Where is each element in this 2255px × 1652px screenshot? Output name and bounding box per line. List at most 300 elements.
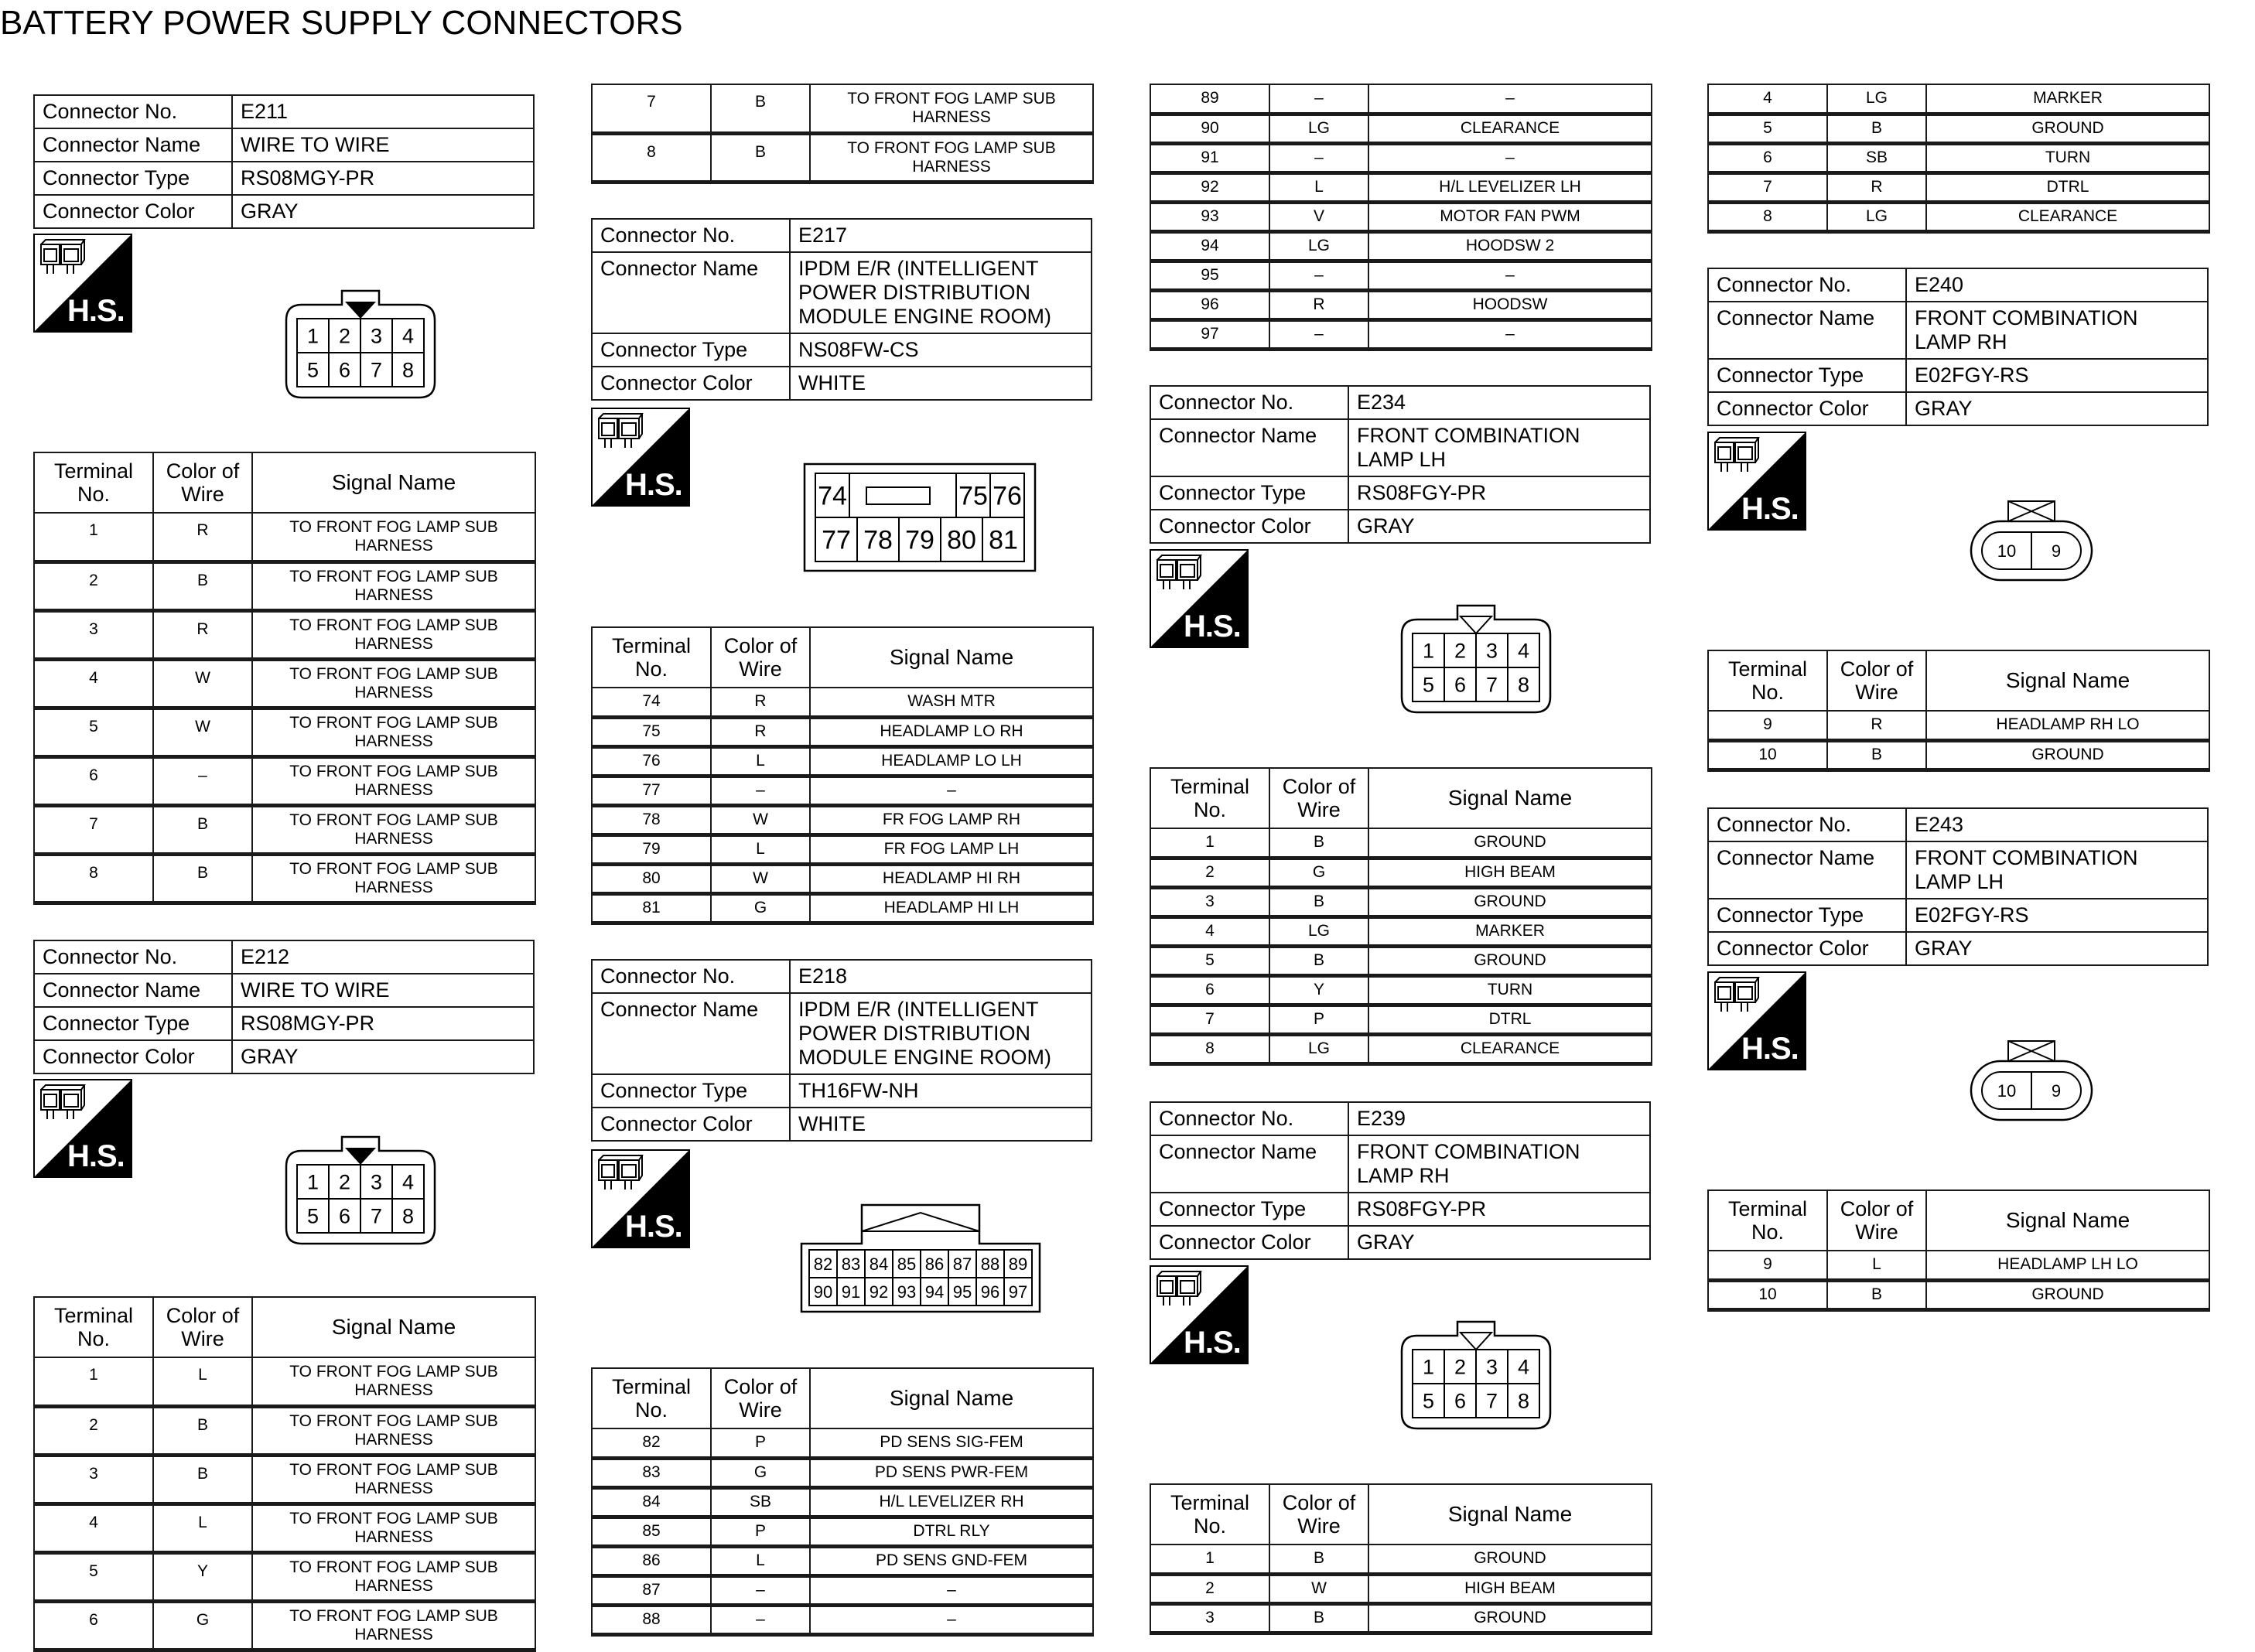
terminal-no-cell: 8 bbox=[592, 133, 711, 182]
table-row bbox=[34, 708, 535, 756]
wire-color-cell: L bbox=[1269, 172, 1368, 202]
table-row bbox=[34, 1357, 535, 1406]
terminal-no-cell: 86 bbox=[592, 1546, 711, 1575]
connector-name-label: Connector Name bbox=[1708, 302, 1906, 359]
terminal-no-cell: 79 bbox=[592, 835, 711, 864]
connector-name-label: Connector Name bbox=[34, 974, 232, 1007]
terminal-no-cell: 78 bbox=[592, 805, 711, 835]
connector-name-label: Connector Name bbox=[592, 993, 790, 1074]
wire-color-cell: LG bbox=[1269, 916, 1368, 946]
connector-e234-terminal-table bbox=[1150, 767, 1652, 1066]
connector-no-label: Connector No. bbox=[1150, 1102, 1348, 1135]
terminal-no-cell: 8 bbox=[1708, 202, 1827, 231]
hs-label: H.S. bbox=[67, 294, 125, 328]
connector-type-label: Connector Type bbox=[34, 162, 232, 195]
connector-name-value: FRONT COMBINATION LAMP LH bbox=[1348, 419, 1650, 476]
signal-name-cell: TO FRONT FOG LAMP SUB HARNESS bbox=[252, 1504, 535, 1552]
connector-e239-face-view bbox=[1400, 1320, 1552, 1430]
connector-e243-terminal-table bbox=[1707, 1190, 2210, 1312]
signal-name-cell: DTRL RLY bbox=[810, 1517, 1093, 1546]
table-row bbox=[592, 84, 1093, 133]
wire-color-cell: L bbox=[711, 746, 810, 776]
terminal-no-cell: 75 bbox=[592, 717, 711, 746]
table-row bbox=[1150, 975, 1652, 1005]
connector-e211-terminal-table bbox=[33, 452, 536, 905]
connector-no-row bbox=[34, 940, 534, 974]
signal-name-cell: PD SENS PWR-FEM bbox=[810, 1458, 1093, 1487]
table-row bbox=[592, 1517, 1093, 1546]
signal-name-cell: – bbox=[810, 1575, 1093, 1605]
pin-number: 86 bbox=[924, 1254, 945, 1274]
harness-side-icon bbox=[1707, 432, 1806, 531]
table-row bbox=[34, 561, 535, 610]
pin-number: 4 bbox=[401, 324, 415, 348]
harness-side-icon bbox=[591, 408, 690, 507]
signal-name-cell: TO FRONT FOG LAMP SUB HARNESS bbox=[252, 1406, 535, 1455]
terminal-no-cell: 7 bbox=[1708, 172, 1827, 202]
terminal-no-cell: 10 bbox=[1708, 740, 1827, 770]
pin-number: 88 bbox=[980, 1254, 1000, 1274]
terminal-no-cell: 90 bbox=[1150, 114, 1269, 143]
terminal-no-cell: 10 bbox=[1708, 1280, 1827, 1309]
wire-color-cell: P bbox=[1269, 1005, 1368, 1034]
connector-e240-face-view bbox=[1970, 500, 2093, 582]
signal-name-cell: TO FRONT FOG LAMP SUB HARNESS bbox=[252, 1455, 535, 1504]
terminal-no-cell: 83 bbox=[592, 1458, 711, 1487]
wire-color-cell: B bbox=[1827, 114, 1926, 143]
table-row bbox=[592, 893, 1093, 923]
signal-name-cell: FR FOG LAMP RH bbox=[810, 805, 1093, 835]
table-header bbox=[1150, 768, 1652, 828]
connector-no-value: E211 bbox=[232, 95, 534, 128]
wire-color-cell: LG bbox=[1827, 84, 1926, 114]
wire-color-cell: W bbox=[153, 659, 252, 708]
pin-number: 1 bbox=[1422, 639, 1435, 663]
connector-color-label: Connector Color bbox=[34, 195, 232, 228]
terminal-no-cell: 1 bbox=[34, 1357, 153, 1406]
pin-number: 96 bbox=[980, 1282, 1000, 1302]
color-of-wire-header: Color of Wire bbox=[1269, 768, 1368, 828]
table-row bbox=[1708, 202, 2209, 231]
table-row bbox=[1708, 114, 2209, 143]
connector-type-row bbox=[34, 1007, 534, 1040]
table-row bbox=[1150, 319, 1652, 349]
connector-type-row bbox=[1150, 1193, 1650, 1226]
table-row bbox=[1150, 858, 1652, 887]
terminal-no-cell: 2 bbox=[1150, 1574, 1269, 1603]
connector-e239-terminal-table bbox=[1150, 1483, 1652, 1635]
connector-e243-face-view bbox=[1970, 1039, 2093, 1121]
terminal-no-cell: 88 bbox=[592, 1605, 711, 1634]
wire-color-cell: – bbox=[1269, 143, 1368, 172]
signal-name-header: Signal Name bbox=[1368, 768, 1652, 828]
wire-color-cell: R bbox=[153, 513, 252, 561]
connector-name-row bbox=[1150, 1135, 1650, 1193]
signal-name-cell: HEADLAMP HI LH bbox=[810, 893, 1093, 923]
terminal-no-cell: 6 bbox=[34, 756, 153, 805]
table-row bbox=[34, 1552, 535, 1601]
wire-color-cell: B bbox=[1269, 946, 1368, 975]
connector-e212-terminal-table bbox=[33, 1296, 536, 1652]
terminal-no-cell: 92 bbox=[1150, 172, 1269, 202]
table-row bbox=[34, 1504, 535, 1552]
pin-number: 93 bbox=[897, 1282, 917, 1302]
table-row bbox=[1150, 290, 1652, 319]
wire-color-cell: B bbox=[1269, 1603, 1368, 1633]
color-of-wire-header: Color of Wire bbox=[153, 452, 252, 513]
pin-number: 4 bbox=[1517, 1355, 1530, 1379]
connector-color-row bbox=[1708, 392, 2208, 425]
pin-number: 85 bbox=[897, 1254, 917, 1274]
connector-e239-terminal-table-cont bbox=[1707, 84, 2210, 234]
wire-color-cell: P bbox=[711, 1517, 810, 1546]
pin-number: 82 bbox=[813, 1254, 833, 1274]
connector-e240-terminal-table bbox=[1707, 650, 2210, 772]
pin-number: 5 bbox=[306, 358, 319, 382]
terminal-no-cell: 8 bbox=[34, 854, 153, 903]
connector-e212-info bbox=[33, 940, 535, 1074]
connector-color-value: GRAY bbox=[1348, 510, 1650, 543]
color-of-wire-header: Color of Wire bbox=[711, 1368, 810, 1428]
signal-name-header: Signal Name bbox=[1926, 650, 2209, 711]
connector-type-label: Connector Type bbox=[592, 1074, 790, 1108]
signal-name-cell: PD SENS SIG-FEM bbox=[810, 1428, 1093, 1458]
wire-color-cell: W bbox=[1269, 1574, 1368, 1603]
signal-name-cell: HEADLAMP LH LO bbox=[1926, 1251, 2209, 1280]
connector-type-row bbox=[34, 162, 534, 195]
signal-name-cell: TO FRONT FOG LAMP SUB HARNESS bbox=[252, 756, 535, 805]
connector-e218-info bbox=[591, 959, 1092, 1142]
terminal-no-cell: 4 bbox=[1150, 916, 1269, 946]
wire-color-cell: B bbox=[153, 1406, 252, 1455]
connector-no-value: E240 bbox=[1906, 268, 2208, 302]
table-row bbox=[1708, 1251, 2209, 1280]
connector-name-label: Connector Name bbox=[592, 252, 790, 333]
terminal-no-cell: 80 bbox=[592, 864, 711, 893]
connector-name-row bbox=[592, 993, 1092, 1074]
connector-type-value: NS08FW-CS bbox=[790, 333, 1092, 367]
pin-number: 2 bbox=[1454, 1355, 1467, 1379]
table-row bbox=[34, 610, 535, 659]
signal-name-cell: GROUND bbox=[1368, 946, 1652, 975]
pin-number: 84 bbox=[869, 1254, 889, 1274]
signal-name-cell: – bbox=[810, 776, 1093, 805]
table-header bbox=[1150, 1484, 1652, 1544]
connector-type-row bbox=[592, 333, 1092, 367]
wire-color-cell: B bbox=[153, 561, 252, 610]
pin-number: 8 bbox=[401, 358, 415, 382]
color-of-wire-header: Color of Wire bbox=[153, 1297, 252, 1357]
color-of-wire-header: Color of Wire bbox=[1269, 1484, 1368, 1544]
signal-name-cell: GROUND bbox=[1368, 887, 1652, 916]
signal-name-cell: HIGH BEAM bbox=[1368, 1574, 1652, 1603]
terminal-no-cell: 1 bbox=[34, 513, 153, 561]
connector-type-row bbox=[1708, 359, 2208, 392]
pin-number: 6 bbox=[1454, 673, 1467, 697]
table-row bbox=[34, 1406, 535, 1455]
pin-number: 6 bbox=[1454, 1389, 1467, 1413]
terminal-no-cell: 76 bbox=[592, 746, 711, 776]
connector-name-row bbox=[1150, 419, 1650, 476]
connector-no-label: Connector No. bbox=[1708, 268, 1906, 302]
wire-color-cell: LG bbox=[1269, 114, 1368, 143]
wire-color-cell: B bbox=[1827, 740, 1926, 770]
signal-name-cell: PD SENS GND-FEM bbox=[810, 1546, 1093, 1575]
terminal-no-cell: 97 bbox=[1150, 319, 1269, 349]
pin-number: 90 bbox=[813, 1282, 833, 1302]
table-header bbox=[34, 1297, 535, 1357]
pin-number: 6 bbox=[338, 358, 351, 382]
hs-label: H.S. bbox=[1741, 1032, 1799, 1066]
table-row bbox=[1150, 828, 1652, 858]
signal-name-cell: TO FRONT FOG LAMP SUB HARNESS bbox=[252, 1552, 535, 1601]
signal-name-cell: TO FRONT FOG LAMP SUB HARNESS bbox=[252, 805, 535, 854]
pin-number: 83 bbox=[841, 1254, 861, 1274]
table-row bbox=[1708, 1280, 2209, 1309]
connector-e234-info bbox=[1150, 385, 1651, 544]
terminal-no-cell: 5 bbox=[34, 708, 153, 756]
pin-number: 79 bbox=[905, 525, 934, 555]
table-row bbox=[1150, 1034, 1652, 1063]
connector-no-row bbox=[592, 219, 1092, 252]
terminal-no-header: Terminal No. bbox=[1150, 1484, 1269, 1544]
connector-no-value: E217 bbox=[790, 219, 1092, 252]
hs-label: H.S. bbox=[1184, 609, 1241, 643]
signal-name-header: Signal Name bbox=[1368, 1484, 1652, 1544]
wire-color-cell: R bbox=[711, 688, 810, 717]
pin-number: 3 bbox=[370, 324, 383, 348]
connector-name-value: FRONT COMBINATION LAMP RH bbox=[1348, 1135, 1650, 1193]
terminal-no-cell: 85 bbox=[592, 1517, 711, 1546]
wire-color-cell: – bbox=[1269, 319, 1368, 349]
signal-name-cell: MARKER bbox=[1926, 84, 2209, 114]
table-row bbox=[1150, 1544, 1652, 1574]
pin-number: 1 bbox=[306, 324, 319, 348]
terminal-no-cell: 5 bbox=[34, 1552, 153, 1601]
terminal-no-cell: 7 bbox=[34, 805, 153, 854]
pin-number: 78 bbox=[863, 525, 893, 555]
terminal-no-cell: 77 bbox=[592, 776, 711, 805]
connector-color-value: GRAY bbox=[232, 1040, 534, 1073]
wire-color-cell: – bbox=[1269, 84, 1368, 114]
table-row bbox=[1150, 172, 1652, 202]
table-row bbox=[34, 756, 535, 805]
table-row bbox=[592, 688, 1093, 717]
connector-color-value: GRAY bbox=[232, 195, 534, 228]
wire-color-cell: R bbox=[1827, 711, 1926, 740]
terminal-no-cell: 9 bbox=[1708, 1251, 1827, 1280]
pin-number: 76 bbox=[993, 481, 1022, 511]
connector-e218-terminal-table bbox=[591, 1367, 1094, 1637]
pin-number: 74 bbox=[818, 481, 847, 511]
table-row bbox=[592, 1575, 1093, 1605]
connector-type-value: RS08MGY-PR bbox=[232, 1007, 534, 1040]
terminal-no-cell: 2 bbox=[34, 1406, 153, 1455]
pin-number: 3 bbox=[370, 1170, 383, 1194]
table-row bbox=[592, 1605, 1093, 1634]
table-row bbox=[1708, 143, 2209, 172]
connector-no-value: E234 bbox=[1348, 386, 1650, 419]
signal-name-header: Signal Name bbox=[810, 1368, 1093, 1428]
hs-label: H.S. bbox=[1184, 1326, 1241, 1360]
connector-type-label: Connector Type bbox=[34, 1007, 232, 1040]
pin-number: 81 bbox=[989, 525, 1018, 555]
terminal-no-cell: 6 bbox=[34, 1601, 153, 1650]
pin-number: 4 bbox=[401, 1170, 415, 1194]
connector-name-row bbox=[1708, 302, 2208, 359]
connector-e212-terminal-table-cont bbox=[591, 84, 1094, 184]
connector-color-row bbox=[1150, 1226, 1650, 1259]
connector-color-value: GRAY bbox=[1906, 392, 2208, 425]
signal-name-cell: DTRL bbox=[1926, 172, 2209, 202]
table-row bbox=[1150, 231, 1652, 261]
wire-color-cell: R bbox=[1827, 172, 1926, 202]
wire-color-cell: B bbox=[153, 854, 252, 903]
wire-color-cell: B bbox=[1269, 828, 1368, 858]
signal-name-cell: – bbox=[1368, 84, 1652, 114]
connector-no-label: Connector No. bbox=[1708, 808, 1906, 841]
connector-name-row bbox=[592, 252, 1092, 333]
pin-number: 5 bbox=[1422, 1389, 1435, 1413]
terminal-no-header: Terminal No. bbox=[34, 452, 153, 513]
connector-color-row bbox=[1708, 932, 2208, 965]
pin-number: 3 bbox=[1485, 1355, 1498, 1379]
wire-color-cell: G bbox=[711, 1458, 810, 1487]
wire-color-cell: B bbox=[1269, 1544, 1368, 1574]
connector-color-label: Connector Color bbox=[592, 1108, 790, 1141]
table-row bbox=[34, 659, 535, 708]
connector-color-label: Connector Color bbox=[1708, 392, 1906, 425]
pin-number: 94 bbox=[924, 1282, 945, 1302]
pin-number: 1 bbox=[1422, 1355, 1435, 1379]
table-header bbox=[592, 627, 1093, 688]
connector-name-value: WIRE TO WIRE bbox=[232, 128, 534, 162]
terminal-no-cell: 5 bbox=[1708, 114, 1827, 143]
table-row bbox=[1150, 261, 1652, 290]
connector-no-label: Connector No. bbox=[1150, 386, 1348, 419]
wire-color-cell: B bbox=[153, 805, 252, 854]
connector-type-row bbox=[592, 1074, 1092, 1108]
signal-name-header: Signal Name bbox=[1926, 1190, 2209, 1251]
terminal-no-cell: 3 bbox=[1150, 887, 1269, 916]
connector-type-value: TH16FW-NH bbox=[790, 1074, 1092, 1108]
signal-name-cell: TO FRONT FOG LAMP SUB HARNESS bbox=[252, 1357, 535, 1406]
table-row bbox=[1150, 916, 1652, 946]
connector-e217-face-view bbox=[803, 462, 1037, 572]
terminal-no-cell: 96 bbox=[1150, 290, 1269, 319]
terminal-no-cell: 3 bbox=[1150, 1603, 1269, 1633]
signal-name-cell: TO FRONT FOG LAMP SUB HARNESS bbox=[252, 659, 535, 708]
connector-type-label: Connector Type bbox=[1708, 359, 1906, 392]
connector-color-label: Connector Color bbox=[1708, 932, 1906, 965]
table-row bbox=[1150, 202, 1652, 231]
terminal-no-cell: 6 bbox=[1708, 143, 1827, 172]
connector-e211-face-view bbox=[285, 289, 436, 399]
signal-name-cell: HEADLAMP LO RH bbox=[810, 717, 1093, 746]
wire-color-cell: Y bbox=[153, 1552, 252, 1601]
pin-number: 7 bbox=[1485, 1389, 1498, 1413]
connector-color-label: Connector Color bbox=[34, 1040, 232, 1073]
connector-color-row bbox=[34, 1040, 534, 1073]
signal-name-cell: HEADLAMP RH LO bbox=[1926, 711, 2209, 740]
signal-name-cell: – bbox=[810, 1605, 1093, 1634]
connector-type-label: Connector Type bbox=[1150, 1193, 1348, 1226]
terminal-no-header: Terminal No. bbox=[592, 627, 711, 688]
pin-number: 97 bbox=[1008, 1282, 1028, 1302]
signal-name-header: Signal Name bbox=[252, 452, 535, 513]
pin-number: 3 bbox=[1485, 639, 1498, 663]
connector-no-value: E239 bbox=[1348, 1102, 1650, 1135]
connector-no-row bbox=[1708, 808, 2208, 841]
connector-no-label: Connector No. bbox=[592, 960, 790, 993]
pin-number: 5 bbox=[1422, 673, 1435, 697]
signal-name-cell: HOODSW 2 bbox=[1368, 231, 1652, 261]
pin-number: 2 bbox=[338, 1170, 351, 1194]
connector-color-value: GRAY bbox=[1906, 932, 2208, 965]
signal-name-cell: MARKER bbox=[1368, 916, 1652, 946]
terminal-no-header: Terminal No. bbox=[592, 1368, 711, 1428]
terminal-no-cell: 1 bbox=[1150, 828, 1269, 858]
harness-side-icon bbox=[1707, 971, 1806, 1070]
page-title: BATTERY POWER SUPPLY CONNECTORS bbox=[0, 4, 683, 42]
pin-number: 75 bbox=[958, 481, 988, 511]
signal-name-cell: GROUND bbox=[1926, 740, 2209, 770]
connector-name-value: IPDM E/R (INTELLIGENT POWER DISTRIBUTION MODULE ENGINE ROOM) bbox=[790, 993, 1092, 1074]
connector-e239-info bbox=[1150, 1101, 1651, 1260]
table-row bbox=[34, 1455, 535, 1504]
terminal-no-cell: 4 bbox=[1708, 84, 1827, 114]
pin-number: 87 bbox=[952, 1254, 972, 1274]
terminal-no-cell: 91 bbox=[1150, 143, 1269, 172]
connector-type-label: Connector Type bbox=[592, 333, 790, 367]
signal-name-cell: GROUND bbox=[1926, 114, 2209, 143]
hs-label: H.S. bbox=[625, 468, 682, 502]
wire-color-cell: R bbox=[711, 717, 810, 746]
connector-no-value: E218 bbox=[790, 960, 1092, 993]
wire-color-cell: R bbox=[153, 610, 252, 659]
signal-name-cell: FR FOG LAMP LH bbox=[810, 835, 1093, 864]
table-row bbox=[1708, 84, 2209, 114]
terminal-no-cell: 95 bbox=[1150, 261, 1269, 290]
connector-color-row bbox=[592, 367, 1092, 400]
signal-name-cell: GROUND bbox=[1368, 828, 1652, 858]
pin-number: 9 bbox=[2051, 1081, 2062, 1101]
harness-side-icon bbox=[33, 1079, 132, 1178]
terminal-no-cell: 84 bbox=[592, 1487, 711, 1517]
wire-color-cell: R bbox=[1269, 290, 1368, 319]
connector-type-row bbox=[1150, 476, 1650, 510]
wire-color-cell: B bbox=[1827, 1280, 1926, 1309]
signal-name-cell: TO FRONT FOG LAMP SUB HARNESS bbox=[252, 561, 535, 610]
table-row bbox=[592, 1546, 1093, 1575]
table-row bbox=[592, 746, 1093, 776]
color-of-wire-header: Color of Wire bbox=[1827, 650, 1926, 711]
terminal-no-header: Terminal No. bbox=[1708, 1190, 1827, 1251]
terminal-no-cell: 3 bbox=[34, 1455, 153, 1504]
signal-name-header: Signal Name bbox=[810, 627, 1093, 688]
connector-type-label: Connector Type bbox=[1150, 476, 1348, 510]
terminal-no-cell: 87 bbox=[592, 1575, 711, 1605]
pin-number: 6 bbox=[338, 1204, 351, 1228]
connector-type-row bbox=[1708, 899, 2208, 932]
wire-color-cell: L bbox=[711, 835, 810, 864]
terminal-no-cell: 8 bbox=[1150, 1034, 1269, 1063]
connector-type-value: RS08FGY-PR bbox=[1348, 1193, 1650, 1226]
connector-name-value: FRONT COMBINATION LAMP RH bbox=[1906, 302, 2208, 359]
terminal-no-cell: 74 bbox=[592, 688, 711, 717]
signal-name-cell: H/L LEVELIZER LH bbox=[1368, 172, 1652, 202]
terminal-no-header: Terminal No. bbox=[1150, 768, 1269, 828]
